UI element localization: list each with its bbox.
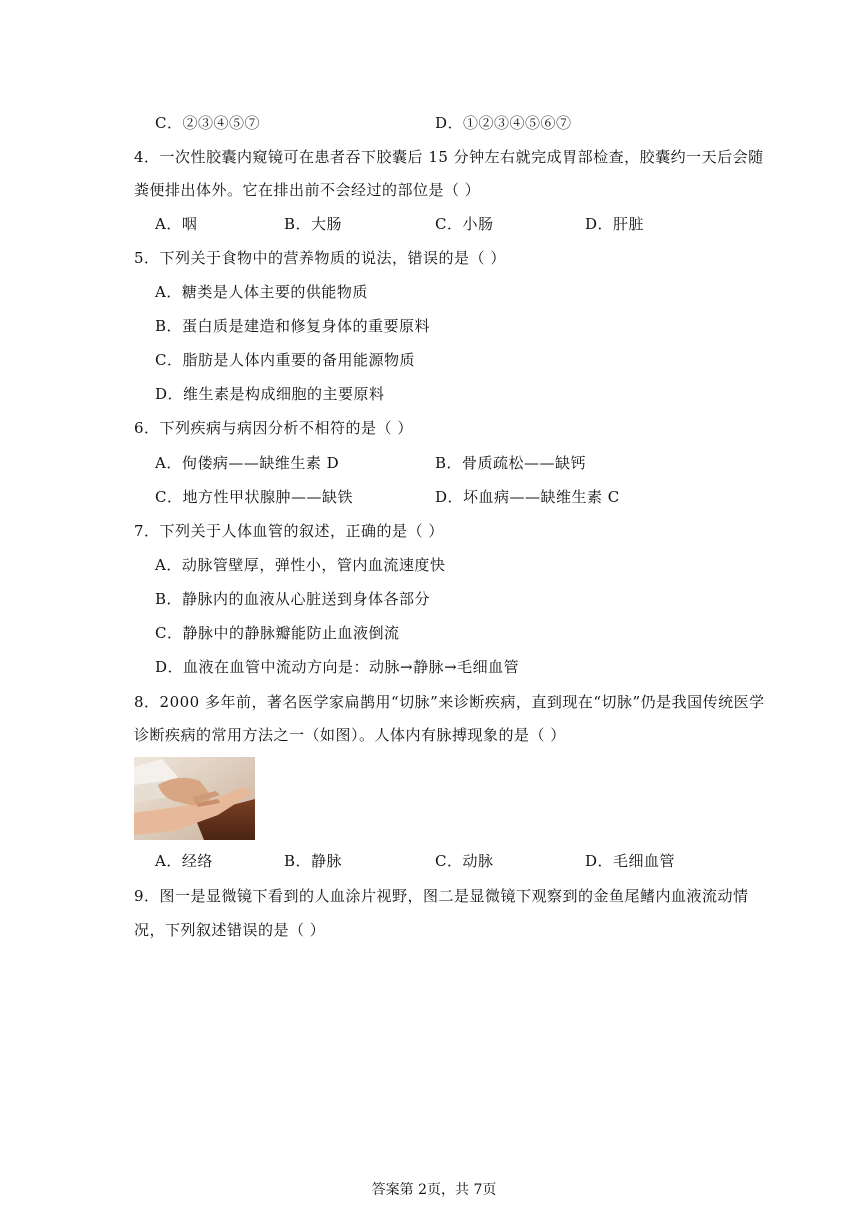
q9-stem-line2: 况，下列叙述错误的是（ ） [134, 921, 326, 939]
q8-stem-line2: 诊断疾病的常用方法之一（如图）。人体内有脉搏现象的是（ ） [134, 726, 566, 744]
q8-option-d: D．毛细血管 [585, 852, 676, 870]
q9-stem-line1: 9．图一是显微镜下看到的人血涂片视野，图二是显微镜下观察到的金鱼尾鳍内血液流动情 [134, 887, 749, 905]
page-footer: 答案第 2页，共 7页 [371, 1182, 497, 1198]
q4-option-d: D．肝脏 [585, 215, 645, 233]
q4-option-b: B．大肠 [284, 215, 343, 233]
q8-option-c: C．动脉 [435, 852, 494, 870]
q4-stem-line1: 4．一次性胶囊内窥镜可在患者吞下胶囊后 15 分钟左右就完成胃部检查，胶囊约一天后会随 [134, 148, 764, 166]
q6-stem: 6．下列疾病与病因分析不相符的是（ ） [134, 419, 413, 437]
q6-option-b: B．骨质疏松——缺钙 [435, 454, 587, 472]
q3-option-d: D．①②③④⑤⑥⑦ [435, 114, 572, 132]
q8-stem-line1: 8．2000 多年前，著名医学家扁鹊用“切脉”来诊断疾病，直到现在“切脉”仍是我国传统医学 [134, 693, 765, 711]
q6-option-d: D．坏血病——缺维生素 C [435, 488, 620, 506]
q8-option-a: A．经络 [155, 852, 213, 870]
q5-option-b: B．蛋白质是建造和修复身体的重要原料 [155, 317, 431, 335]
q5-stem: 5．下列关于食物中的营养物质的说法，错误的是（ ） [134, 249, 506, 267]
q4-stem-line2: 粪便排出体外。它在排出前不会经过的部位是（ ） [134, 181, 481, 199]
q7-stem: 7．下列关于人体血管的叙述，正确的是（ ） [134, 522, 444, 540]
q5-option-d: D．维生素是构成细胞的主要原料 [155, 385, 385, 403]
q8-option-b: B．静脉 [284, 852, 343, 870]
q4-option-a: A．咽 [155, 215, 198, 233]
q6-option-c: C．地方性甲状腺肿——缺铁 [155, 488, 353, 506]
q7-option-a: A．动脉管壁厚，弹性小，管内血流速度快 [155, 556, 446, 574]
q7-option-b: B．静脉内的血液从心脏送到身体各部分 [155, 590, 431, 608]
q7-option-c: C．静脉中的静脉瓣能防止血液倒流 [155, 624, 400, 642]
q5-option-a: A．糖类是人体主要的供能物质 [155, 283, 368, 301]
q4-option-c: C．小肠 [435, 215, 494, 233]
pulse-taking-photo [134, 757, 255, 840]
q5-option-c: C．脂肪是人体内重要的备用能源物质 [155, 351, 415, 369]
q3-option-c: C．②③④⑤⑦ [155, 114, 260, 132]
q7-option-d: D．血液在血管中流动方向是：动脉→静脉→毛细血管 [155, 658, 520, 676]
q6-option-a: A．佝偻病——缺维生素 D [155, 454, 340, 472]
